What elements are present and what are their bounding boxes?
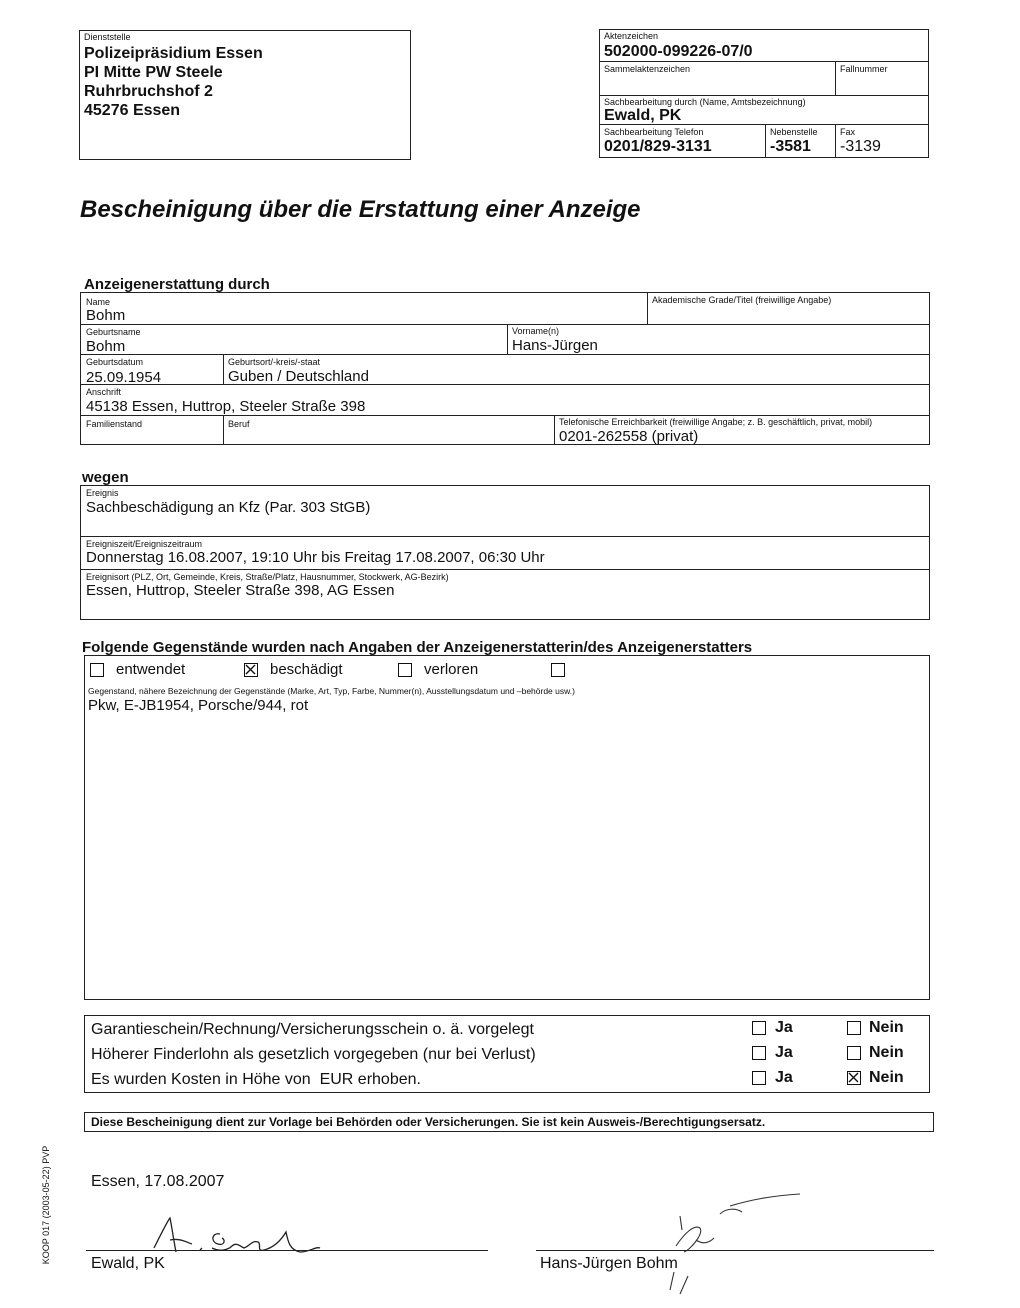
question-1-yes-label: Ja — [775, 1019, 793, 1036]
reporter-section-title: Anzeigenerstattung durch — [84, 276, 270, 293]
fax-label: Fax — [840, 127, 856, 137]
question-1-no-label: Nein — [869, 1019, 904, 1036]
birth-place-label: Geburtsort/-kreis/-staat — [228, 357, 321, 367]
notice-text: Diese Bescheinigung dient zur Vorlage bei Behörden oder Versicherungen. Sie ist kein Ausweis-/Berechtigungsersatz. — [91, 1115, 766, 1129]
question-1-yes-checkbox[interactable] — [752, 1021, 766, 1035]
event: Sachbeschädigung an Kfz (Par. 303 StGB) — [86, 499, 371, 516]
checkbox-damaged[interactable] — [244, 663, 258, 677]
place-date: Essen, 17.08.2007 — [91, 1173, 225, 1190]
file-no-label: Aktenzeichen — [604, 31, 659, 41]
office-line-2: PI Mitte PW Steele — [84, 64, 223, 81]
item-desc-label: Gegenstand, nähere Bezeichnung der Gegenstände (Marke, Art, Typ, Farbe, Nummer(n), Ausstellungsdatum und –behörde usw.) — [88, 686, 575, 696]
reporter-name: Bohm — [86, 307, 126, 324]
academic-label: Akademische Grade/Titel (freiwillige Angabe) — [652, 295, 832, 305]
question-2-no-label: Nein — [869, 1044, 904, 1061]
marital-label: Familienstand — [86, 419, 143, 429]
office-line-4: 45276 Essen — [84, 102, 181, 119]
reporter-signature-line — [536, 1250, 934, 1251]
collective-file-label: Sammelaktenzeichen — [604, 64, 691, 74]
event-label: Ereignis — [86, 488, 119, 498]
extension-label: Nebenstelle — [770, 127, 818, 137]
officer: Ewald, PK — [604, 107, 682, 124]
first-name: Hans-Jürgen — [512, 337, 598, 354]
event-place: Essen, Huttrop, Steeler Straße 398, AG Essen — [86, 582, 395, 599]
name-label: Name — [86, 297, 111, 307]
question-2-yes-checkbox[interactable] — [752, 1046, 766, 1060]
form-code: KOOP 017 (2003-05-22) PVP — [41, 1145, 51, 1265]
extension: -3581 — [770, 138, 811, 155]
birth-date-label: Geburtsdatum — [86, 357, 144, 367]
office-line-3: Ruhrbruchshof 2 — [84, 83, 213, 100]
birth-date: 25.09.1954 — [86, 369, 162, 386]
question-3-yes-checkbox[interactable] — [752, 1071, 766, 1085]
event-place-label: Ereignisort (PLZ, Ort, Gemeinde, Kreis, Straße/Platz, Hausnummer, Stockwerk, AG-Bezirk) — [86, 572, 449, 582]
address-label: Anschrift — [86, 387, 122, 397]
job-label: Beruf — [228, 419, 250, 429]
contact-phone-label: Telefonische Erreichbarkeit (freiwillige Angabe; z. B. geschäftlich, privat, mobil) — [559, 417, 873, 427]
item-desc: Pkw, E-JB1954, Porsche/944, rot — [88, 697, 309, 714]
option-damaged-label: beschädigt — [270, 661, 343, 678]
question-2-yes-label: Ja — [775, 1044, 793, 1061]
question-3-yes-label: Ja — [775, 1069, 793, 1086]
reporter-name: Hans-Jürgen Bohm — [540, 1255, 678, 1272]
option-stolen-label: entwendet — [116, 661, 186, 678]
officer-signature — [140, 1212, 340, 1262]
question-1-no-checkbox[interactable] — [847, 1021, 861, 1035]
file-no: 502000-099226-07/0 — [604, 43, 753, 60]
officer-name: Ewald, PK — [91, 1255, 165, 1272]
incident-section-title: wegen — [82, 469, 129, 486]
checkbox-other[interactable] — [551, 663, 565, 677]
phone-label: Sachbearbeitung Telefon — [604, 127, 704, 137]
address: 45138 Essen, Huttrop, Steeler Straße 398 — [86, 398, 366, 415]
birth-place: Guben / Deutschland — [228, 368, 369, 385]
case-no-label: Fallnummer — [840, 64, 888, 74]
officer-signature-line — [86, 1250, 488, 1251]
first-name-label: Vorname(n) — [512, 326, 560, 336]
officer-label: Sachbearbeitung durch (Name, Amtsbezeichnung) — [604, 97, 806, 107]
office-line-1: Polizeipräsidium Essen — [84, 45, 263, 62]
page-title: Bescheinigung über die Erstattung einer Anzeige — [80, 196, 641, 223]
checkbox-lost[interactable] — [398, 663, 412, 677]
question-2-no-checkbox[interactable] — [847, 1046, 861, 1060]
officer-phone: 0201/829-3131 — [604, 138, 712, 155]
option-lost-label: verloren — [424, 661, 479, 678]
office-label: Dienststelle — [84, 32, 131, 42]
question-3-no-checkbox[interactable] — [847, 1071, 861, 1085]
checkbox-stolen[interactable] — [90, 663, 104, 677]
reporter-signature — [610, 1190, 810, 1300]
question-2-text: Höherer Finderlohn als gesetzlich vorgegeben (nur bei Verlust) — [91, 1046, 536, 1063]
event-time-label: Ereigniszeit/Ereigniszeitraum — [86, 539, 203, 549]
question-3-no-label: Nein — [869, 1069, 904, 1086]
birth-name: Bohm — [86, 338, 126, 355]
question-1-text: Garantieschein/Rechnung/Versicherungsschein o. ä. vorgelegt — [91, 1021, 534, 1038]
question-3-text: Es wurden Kosten in Höhe von EUR erhoben. — [91, 1071, 421, 1088]
fax: -3139 — [840, 138, 881, 155]
event-time: Donnerstag 16.08.2007, 19:10 Uhr bis Freitag 17.08.2007, 06:30 Uhr — [86, 549, 545, 566]
birth-name-label: Geburtsname — [86, 327, 141, 337]
contact-phone: 0201-262558 (privat) — [559, 428, 699, 445]
items-section-title: Folgende Gegenstände wurden nach Angaben der Anzeigenerstatterin/des Anzeigenerstatters — [82, 639, 753, 656]
